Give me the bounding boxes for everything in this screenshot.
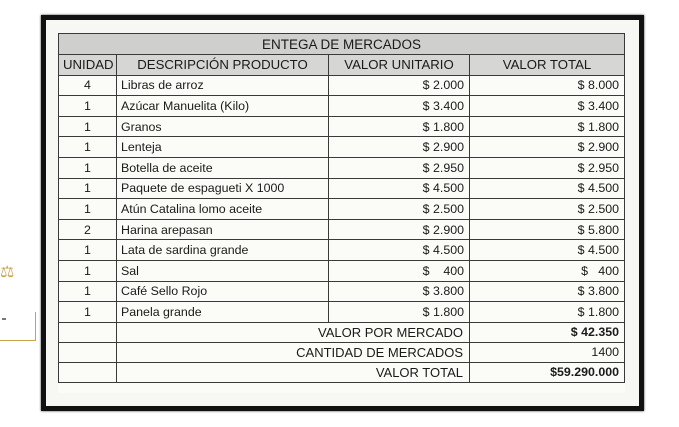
- table-row: [59, 240, 625, 261]
- table-row: [59, 116, 625, 137]
- cell-unit-value: $ 3.400: [329, 96, 470, 117]
- cell-unit-value: $ 2.500: [329, 199, 470, 220]
- summary-blank: [59, 342, 117, 362]
- scales-icon: ⚖: [0, 262, 15, 281]
- per-market-value: $ 42.350: [470, 322, 625, 342]
- summary-row-quantity: [59, 342, 625, 362]
- cell-unit-value: $ 2.000: [329, 75, 470, 96]
- cell-unit-value: $ 1.800: [329, 302, 470, 323]
- header-row: [59, 55, 625, 76]
- table-title: ENTEGA DE MERCADOS: [59, 34, 625, 55]
- cell-description: Lata de sardina grande: [117, 240, 329, 261]
- cell-total-value: $ 4.500: [470, 240, 625, 261]
- table-row: [59, 96, 625, 117]
- cell-total-value: $ 8.000: [470, 75, 625, 96]
- cell-total-value: $ 4.500: [470, 178, 625, 199]
- cell-total-value: $ 1.800: [470, 302, 625, 323]
- document-frame: [41, 15, 644, 411]
- cell-unit: 1: [59, 281, 117, 302]
- cell-unit: 1: [59, 96, 117, 117]
- decorative-line: [35, 312, 36, 341]
- quantity-label: CANTIDAD DE MERCADOS: [117, 342, 470, 362]
- table-row: [59, 75, 625, 96]
- cell-description: Lenteja: [117, 137, 329, 158]
- total-label: VALOR TOTAL: [117, 362, 470, 382]
- header-unit: UNIDAD: [59, 55, 117, 76]
- table-row: [59, 199, 625, 220]
- cell-unit-value: $ 2.950: [329, 157, 470, 178]
- cell-description: Paquete de espagueti X 1000: [117, 178, 329, 199]
- per-market-label: VALOR POR MERCADO: [117, 322, 470, 342]
- quantity-value: 1400: [470, 342, 625, 362]
- table-row: [59, 281, 625, 302]
- cell-unit-value: $ 2.900: [329, 137, 470, 158]
- document-sheet: [58, 33, 625, 393]
- cell-description: Atún Catalina lomo aceite: [117, 199, 329, 220]
- header-unit-value: VALOR UNITARIO: [329, 55, 470, 76]
- cell-unit-value: $ 4.500: [329, 178, 470, 199]
- cell-unit-value: $ 2.900: [329, 219, 470, 240]
- cell-unit: 4: [59, 75, 117, 96]
- table-row: [59, 260, 625, 281]
- cell-total-value: $ 2.950: [470, 157, 625, 178]
- title-row: [59, 34, 625, 55]
- cell-unit-value: $ 400: [329, 260, 470, 281]
- cell-unit: 1: [59, 116, 117, 137]
- cell-unit: 2: [59, 219, 117, 240]
- header-description: DESCRIPCIÓN PRODUCTO: [117, 55, 329, 76]
- cell-description: Café Sello Rojo: [117, 281, 329, 302]
- cell-unit: 1: [59, 240, 117, 261]
- summary-blank: [59, 322, 117, 342]
- cell-total-value: $ 2.900: [470, 137, 625, 158]
- cell-unit: 1: [59, 157, 117, 178]
- decorative-line: [0, 340, 36, 341]
- cell-unit-value: $ 1.800: [329, 116, 470, 137]
- cell-unit: 1: [59, 260, 117, 281]
- cell-unit-value: $ 3.800: [329, 281, 470, 302]
- cell-unit: 1: [59, 199, 117, 220]
- summary-row-total: [59, 362, 625, 382]
- cell-description: Harina arepasan: [117, 219, 329, 240]
- cell-unit-value: $ 4.500: [329, 240, 470, 261]
- cell-unit: 1: [59, 302, 117, 323]
- cell-total-value: $ 5.800: [470, 219, 625, 240]
- cell-total-value: $ 400: [470, 260, 625, 281]
- cell-total-value: $ 1.800: [470, 116, 625, 137]
- cell-unit: 1: [59, 137, 117, 158]
- summary-blank: [59, 362, 117, 382]
- summary-row-per-market: [59, 322, 625, 342]
- grand-total-value: $59.290.000: [470, 362, 625, 382]
- cell-total-value: $ 3.400: [470, 96, 625, 117]
- cell-description: Granos: [117, 116, 329, 137]
- cell-total-value: $ 3.800: [470, 281, 625, 302]
- table-row: [59, 157, 625, 178]
- table-row: [59, 219, 625, 240]
- cell-total-value: $ 2.500: [470, 199, 625, 220]
- decorative-dot: [2, 318, 6, 320]
- market-delivery-table: [58, 33, 625, 383]
- cell-description: Azúcar Manuelita (Kilo): [117, 96, 329, 117]
- header-total-value: VALOR TOTAL: [470, 55, 625, 76]
- cell-unit: 1: [59, 178, 117, 199]
- cell-description: Botella de aceite: [117, 157, 329, 178]
- cell-description: Sal: [117, 260, 329, 281]
- cell-description: Panela grande: [117, 302, 329, 323]
- table-row: [59, 178, 625, 199]
- table-row: [59, 302, 625, 323]
- table-row: [59, 137, 625, 158]
- cell-description: Libras de arroz: [117, 75, 329, 96]
